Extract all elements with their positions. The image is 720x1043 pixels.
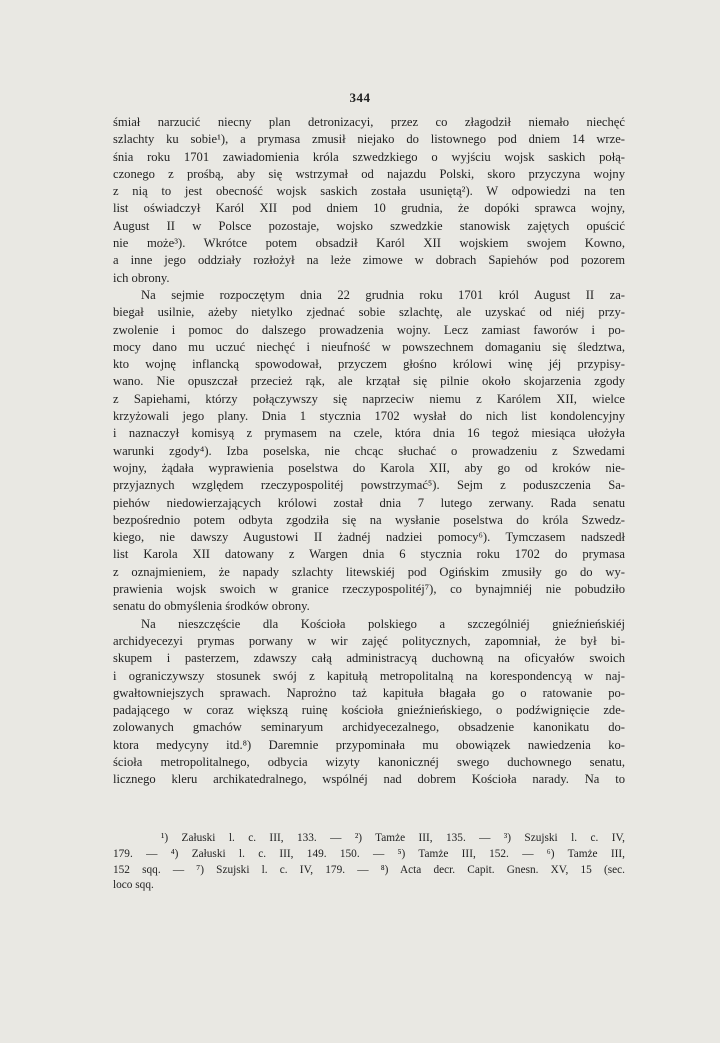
text-line: wano. Nie opuszczał przecież rąk, ale krzątał się pilnie około skojarzenia zgody: [113, 374, 625, 389]
text-line: szlachty ku sobie¹), a prymasa zmusił niejako do listownego pod dniem 14 wrze-: [113, 132, 625, 147]
footnote-line: 152 sqq. — ⁷) Szujski l. c. IV, 179. — ⁸) Acta decr. Capit. Gnesn. XV, 15 (sec.: [113, 863, 625, 876]
text-line: śnia roku 1701 zawiadomienia króla szwedzkiego o wyjściu wojsk saskich połą-: [113, 149, 625, 164]
paragraph-2: [113, 287, 625, 616]
footnote-line: loco sqq.: [113, 879, 154, 892]
text-line: wojny, żądała wyprawienia poselstwa do Karola XII, aby go od kroków nie-: [113, 460, 625, 475]
text-line: i ograniczywszy stosunek swój z kapitułą metropolitalną na korespondencyą w naj-: [113, 668, 625, 683]
text-line: kiego, nie dawszy Augustowi II żadnéj nadziei pomocy⁶). Tymczasem nadszedł: [113, 530, 625, 545]
text-line: z oznajmieniem, że napady szlachty litewskiéj pod Ogińskim zmusiły go do wy-: [113, 564, 625, 579]
text-line: czonego z prośbą, aby się wstrzymał od najazdu Polski, skoro przyczyna wojny: [113, 166, 625, 181]
text-line: gwałtowniejszych sprawach. Naprożno taż kapituła błagała go o ratowanie po-: [113, 685, 625, 700]
page-number: 344: [349, 90, 371, 105]
text-line: padającego w coraz większą ruinę kościoła gnieźnieńskiego, o podźwignięcie zde-: [113, 703, 625, 718]
text-line: a inne jego oddziały rozłożył na leże zimowe w dobrach Sapiehów pod pozorem: [113, 253, 625, 268]
text-line: biegał usilnie, ażeby nietylko zjednać sobie szlachtę, ale uzyskać od niéj przy-: [113, 305, 625, 320]
footnote-line: 179. — ⁴) Załuski l. c. III, 149. 150. — ⁵) Tamże III, 152. — ⁶) Tamże III,: [113, 847, 625, 860]
text-line: i naznaczył komisyą z prymasem na czele, która dnia 16 tegoż miesiąca ułożyła: [113, 426, 625, 441]
text-line: senatu do obmyślenia środków obrony.: [113, 599, 310, 614]
text-line: ścioła metropolitalnego, odbycia wizyty kanonicznéj swego duchownego senatu,: [113, 754, 625, 769]
text-line: z nią to jest obecność wojsk saskich została usuniętą²). W odpowiedzi na ten: [113, 184, 625, 199]
footnote-line: ¹) Załuski l. c. III, 133. — ²) Tamże III, 135. — ³) Szujski l. c. IV,: [161, 832, 625, 844]
paragraph-1: [113, 114, 625, 287]
text-line: ich obrony.: [113, 270, 170, 285]
text-line: August II w Polsce pozostaje, wojsko szwedzkie stanowisk zajętych opuścić: [113, 218, 625, 233]
text-line: Na nieszczęście dla Kościoła polskiego a szczególniéj gnieźnieńskiéj: [141, 616, 625, 631]
text-line: nie może³). Wkrótce potem obsadził Karól XII wojskiem swojem Kowno,: [113, 236, 625, 251]
text-line: bezpośrednio potem odbyta zgodziła się na wysłanie poselstwa do króla Szwedz-: [113, 512, 625, 527]
text-line: list Karola XII datowany z Wargen dnia 6 stycznia roku 1702 do prymasa: [113, 547, 625, 562]
text-line: Na sejmie rozpoczętym dnia 22 grudnia roku 1701 król August II za-: [141, 287, 625, 302]
text-line: prawienia wojsk swoich w granice rzeczypospolitéj⁷), co bynajmniéj nie pobudziło: [113, 582, 625, 597]
text-line: mocy dano mu uczuć niechęć i nieufność w powszechnem domaganiu się śledztwa,: [113, 339, 625, 354]
body-text: [113, 114, 625, 789]
text-line: kto wojnę inflancką spowodował, przyczem głośno królowi winę jéj przypisy-: [113, 357, 625, 372]
text-line: list oświadczył Karól XII pod dniem 10 grudnia, że dopóki sprawca wojny,: [113, 201, 625, 216]
text-line: archidyecezyi prymas porwany w wir zajęć politycznych, zapomniał, że był bi-: [113, 633, 625, 648]
text-line: skupem i pasterzem, zdawszy całą administracyą duchowną na oficyałów swoich: [113, 651, 625, 666]
text-line: śmiał narzucić niecny plan detronizacyi, przez co złagodził niemało niechęć: [113, 115, 625, 129]
text-line: zwolenie i pomoc do dalszego prowadzenia wojny. Lecz zamiast faworów i po-: [113, 322, 625, 337]
text-line: przyjaznych względem rzeczypospolitéj powstrzymać⁵). Sejm z poduszczenia Sa-: [113, 478, 625, 493]
footnotes: [113, 831, 625, 894]
text-line: zolowanych gmachów seminaryum archidyecezalnego, obsadzenie kanonikatu do-: [113, 720, 625, 735]
text-line: ktora medycyny itd.⁸) Daremnie przypominała mu obowiązek nawiedzenia ko-: [113, 737, 625, 752]
text-line: krzyżowali jego plany. Dnia 1 stycznia 1702 wysłał do nich list kondolencyjny: [113, 409, 625, 424]
text-line: licznego kleru archikatedralnego, wspólnéj nad dobrem Kościoła narady. Na to: [113, 772, 625, 787]
text-line: warunki zgody⁴). Izba poselska, nie chcąc słuchać o prowadzeniu z Szwedami: [113, 443, 625, 458]
text-line: piehów niedowierzających królowi został dnia 7 lutego zerwany. Rada senatu: [113, 495, 625, 510]
text-line: z Sapiehami, którzy połączywszy się naprzeciw niemu z Karólem XII, wielce: [113, 391, 625, 406]
paragraph-3: [113, 616, 625, 789]
